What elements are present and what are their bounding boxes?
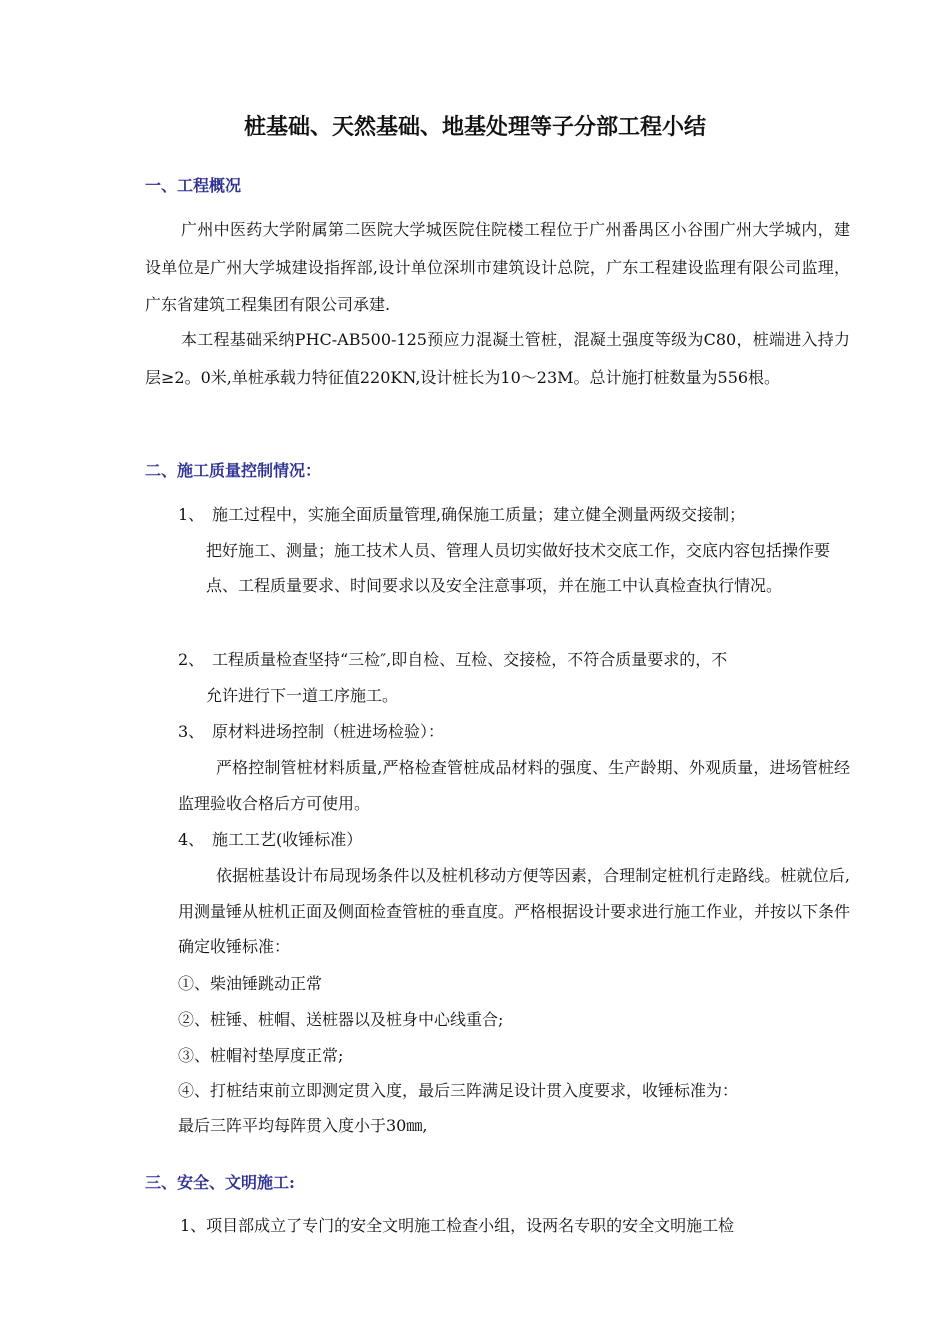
- section-heading-overview: 一、工程概况: [145, 176, 242, 195]
- section-heading-safety: 三、安全、文明施工:: [145, 1173, 295, 1192]
- list-item-continuation: 把好施工、测量；施工技术人员、管理人员切实做好技术交底工作，交底内容包括操作要点、工程质量要求、时间要求以及安全注意事项，并在施工中认真检查执行情况。: [206, 540, 831, 595]
- list-item-number: 2、: [178, 650, 205, 669]
- list-item-1: [178, 497, 853, 604]
- condition-line-2: ②、桩锤、桩帽、送桩器以及桩身中心线重合;: [178, 1010, 504, 1029]
- list-item-continuation: 允许进行下一道工序施工。: [206, 685, 399, 705]
- paragraph-safety-team: 1、项目部成立了专门的安全文明施工检查小组，设两名专职的安全文明施工检: [180, 1216, 735, 1235]
- list-item-number: 1、: [178, 505, 205, 524]
- list-item-2: [178, 642, 853, 713]
- condition-line-4: ④、打桩结束前立即测定贯入度，最后三阵满足设计贯入度要求，收锤标准为：: [178, 1081, 739, 1100]
- list-item-text: 施工工艺(收锤标准）: [212, 830, 363, 849]
- condition-line-1: ①、柴油锤跳动正常: [178, 974, 323, 993]
- list-item-4: [178, 822, 853, 858]
- list-item-text: 施工过程中，实施全面质量管理,确保施工质量；建立健全测量两级交接制；: [212, 505, 746, 524]
- document-title: 桩基础、天然基础、地基处理等子分部工程小结: [243, 114, 706, 140]
- list-item-3: [178, 714, 853, 750]
- condition-line-5: 最后三阵平均每阵贯入度小于30㎜,: [178, 1116, 428, 1135]
- paragraph-project-location: 广州中医药大学附属第二医院大学城医院住院楼工程位于广州番禺区小谷围广州大学城内，建设单位是广州大学城建设指挥部,设计单位深圳市建筑设计总院，广东工程建设监理有限公司监理，广东省建筑工程集团有限公司承建.: [145, 220, 850, 314]
- list-item-number: 3、: [178, 722, 205, 741]
- paragraph-foundation-spec: 本工程基础采纳PHC-AB500-125预应力混凝土管桩，混凝土强度等级为C80，桩端进入持力层≥2。0米,单桩承载力特征值220KN,设计桩长为10～23M。总计施打桩数量为556根。: [145, 330, 850, 387]
- condition-line-3: ③、桩帽衬垫厚度正常;: [178, 1046, 344, 1065]
- section-heading-quality-control: 二、施工质量控制情况：: [145, 461, 322, 480]
- list-item-number: 4、: [178, 830, 205, 849]
- list-item-text: 原材料进场控制（桩进场检验）：: [212, 722, 445, 741]
- list-item-text: 工程质量检查坚持“三检″,即自检、互检、交接检，不符合质量要求的，不: [212, 650, 728, 669]
- paragraph-material-control: 严格控制管桩材料质量,严格检查管桩成品材料的强度、生产龄期、外观质量，进场管桩经监理验收合格后方可使用。: [178, 758, 850, 813]
- paragraph-construction-process: 依据桩基设计布局现场条件以及桩机移动方便等因素，合理制定桩机行走路线。桩就位后,用测量锤从桩机正面及侧面检查管桩的垂直度。严格根据设计要求进行施工作业，并按以下条件确定收锤标准：: [178, 866, 851, 956]
